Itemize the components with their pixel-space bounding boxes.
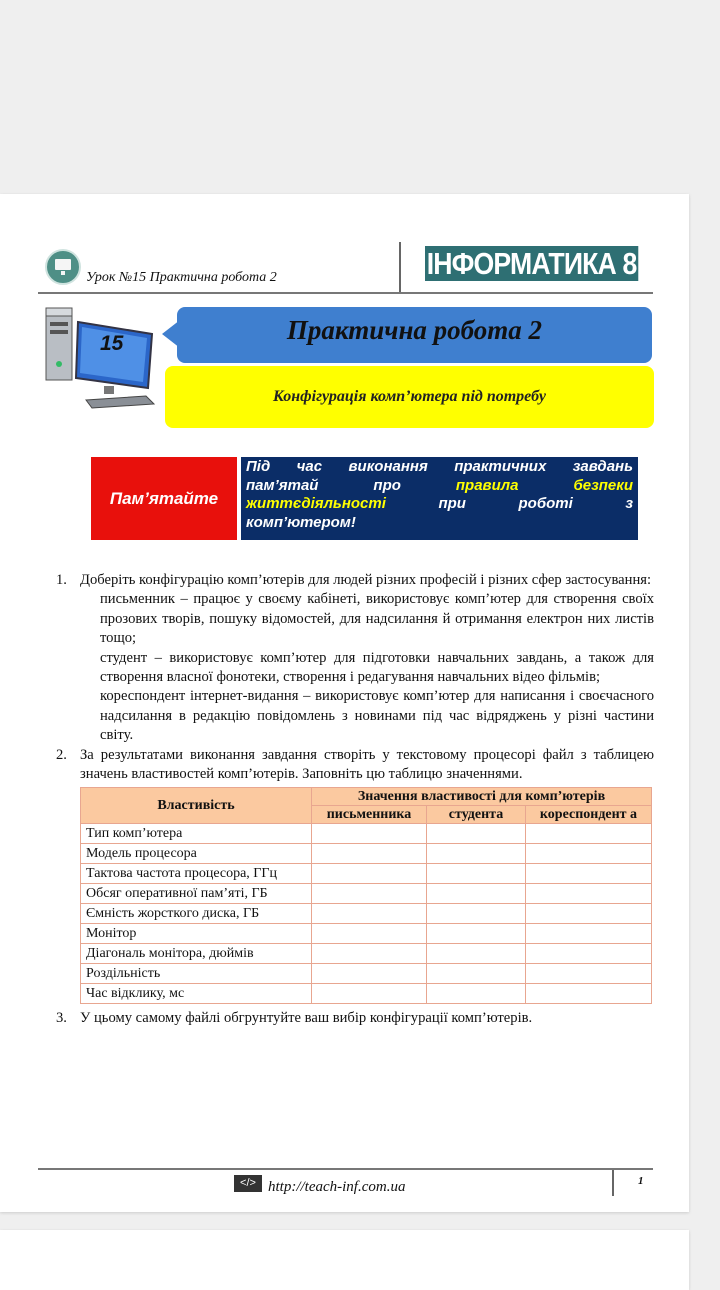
table-row bbox=[81, 884, 652, 904]
table-row-label: Тип комп’ютера bbox=[81, 824, 312, 844]
monitor-icon bbox=[45, 249, 81, 285]
table-row bbox=[81, 864, 652, 884]
notice-word: Під bbox=[246, 458, 271, 475]
remember-label: Пам’ятайте bbox=[91, 457, 237, 540]
profession-writer: письменник – працює у своєму кабінеті, використовує комп’ютер для створення своїх прозових творів, пошуку відомостей, для надсилання й отримання електрон них листів тощо; bbox=[100, 591, 654, 647]
table-row-label: Обсяг оперативної пам’яті, ГБ bbox=[81, 884, 312, 904]
properties-table bbox=[80, 787, 652, 1004]
task-text: За результатами виконання завдання створіть у текстовому процесорі файл з таблицею значень властивостей комп’ютерів. Заповніть цю таблицю значеннями. bbox=[80, 746, 654, 783]
table-row-label: Роздільність bbox=[81, 964, 312, 984]
task-text: У цьому самому файлі обгрунтуйте ваш вибір конфігурації комп’ютерів. bbox=[80, 1010, 533, 1027]
code-icon: </> bbox=[234, 1175, 262, 1192]
profession-correspondent: кореспондент інтернет-видання – використовує комп’ютер для написання і своєчасного надсилання в редакцію повідомлень з новинами під час відряджень у різні частини світу. bbox=[100, 688, 654, 744]
lesson-title: Урок №15 Практична робота 2 bbox=[86, 270, 277, 285]
table-row bbox=[81, 824, 652, 844]
task-number: 3. bbox=[56, 1010, 67, 1027]
table-header-group: Значення властивості для комп’ютерів bbox=[312, 788, 652, 806]
profession-student: студент – використовує комп’ютер для підготовки навчальних завдань, а також для створення власної фонотеки, створення і редагування навчальних відео фільмів; bbox=[100, 649, 654, 686]
table-row-label: Час відклику, мс bbox=[81, 984, 312, 1004]
table-row bbox=[81, 904, 652, 924]
notice-word: час bbox=[296, 458, 323, 475]
page-number: 1 bbox=[638, 1175, 644, 1187]
notice-word: завдань bbox=[572, 458, 633, 475]
table-row bbox=[81, 924, 652, 944]
table-header-correspondent: кореспондент а bbox=[526, 806, 652, 824]
table-row bbox=[81, 984, 652, 1004]
table-row-label: Діагональ монітора, дюймів bbox=[81, 944, 312, 964]
notice-word: про bbox=[373, 476, 401, 494]
footer-rule bbox=[38, 1168, 653, 1170]
notice-word: практичних bbox=[454, 458, 547, 475]
notice-highlight: безпеки bbox=[573, 476, 633, 494]
lesson-number-badge: 15 bbox=[100, 332, 124, 355]
task-list bbox=[56, 571, 654, 1029]
task-number: 1. bbox=[56, 572, 67, 588]
page-title: Практична робота 2 bbox=[286, 315, 543, 345]
footer-link[interactable]: http://teach-inf.com.ua bbox=[268, 1179, 406, 1195]
table-header-property: Властивість bbox=[81, 788, 312, 824]
header-rule bbox=[38, 292, 653, 294]
notice-word: виконання bbox=[348, 458, 428, 475]
table-row bbox=[81, 944, 652, 964]
task-1 bbox=[56, 571, 654, 590]
next-document-page bbox=[0, 1230, 689, 1290]
notice-highlight: правила bbox=[455, 476, 519, 494]
table-row bbox=[81, 844, 652, 864]
footer-divider bbox=[612, 1170, 614, 1196]
table-row-label: Тактова частота процесора, ГГц bbox=[81, 864, 312, 884]
notice-word: з bbox=[625, 495, 633, 512]
notice-word: комп’ютером! bbox=[246, 513, 356, 531]
brand-logo: ІНФОРМАТИКА 8 bbox=[426, 246, 637, 281]
notice-highlight: життєдіяльності bbox=[246, 495, 386, 512]
table-header-writer: письменника bbox=[312, 806, 427, 824]
safety-notice bbox=[241, 457, 638, 540]
table-row-label: Ємність жорсткого диска, ГБ bbox=[81, 904, 312, 924]
table-row-label: Модель процесора bbox=[81, 844, 312, 864]
table-row bbox=[81, 964, 652, 984]
header-divider bbox=[399, 242, 401, 293]
task-2 bbox=[56, 746, 654, 785]
table-header-student: студента bbox=[427, 806, 526, 824]
page-subtitle: Конфігурація комп’ютера під потребу bbox=[273, 388, 546, 405]
task-3 bbox=[56, 1009, 654, 1028]
task-number: 2. bbox=[56, 746, 67, 763]
notice-word: пам’ятай bbox=[246, 476, 319, 494]
table-row-label: Монітор bbox=[81, 924, 312, 944]
notice-word: при bbox=[438, 495, 466, 512]
notice-word: роботі bbox=[518, 495, 573, 512]
computer-icon bbox=[42, 300, 166, 410]
task-text: Доберіть конфігурацію комп’ютерів для людей різних професій і різних сфер застосування: bbox=[80, 572, 652, 588]
